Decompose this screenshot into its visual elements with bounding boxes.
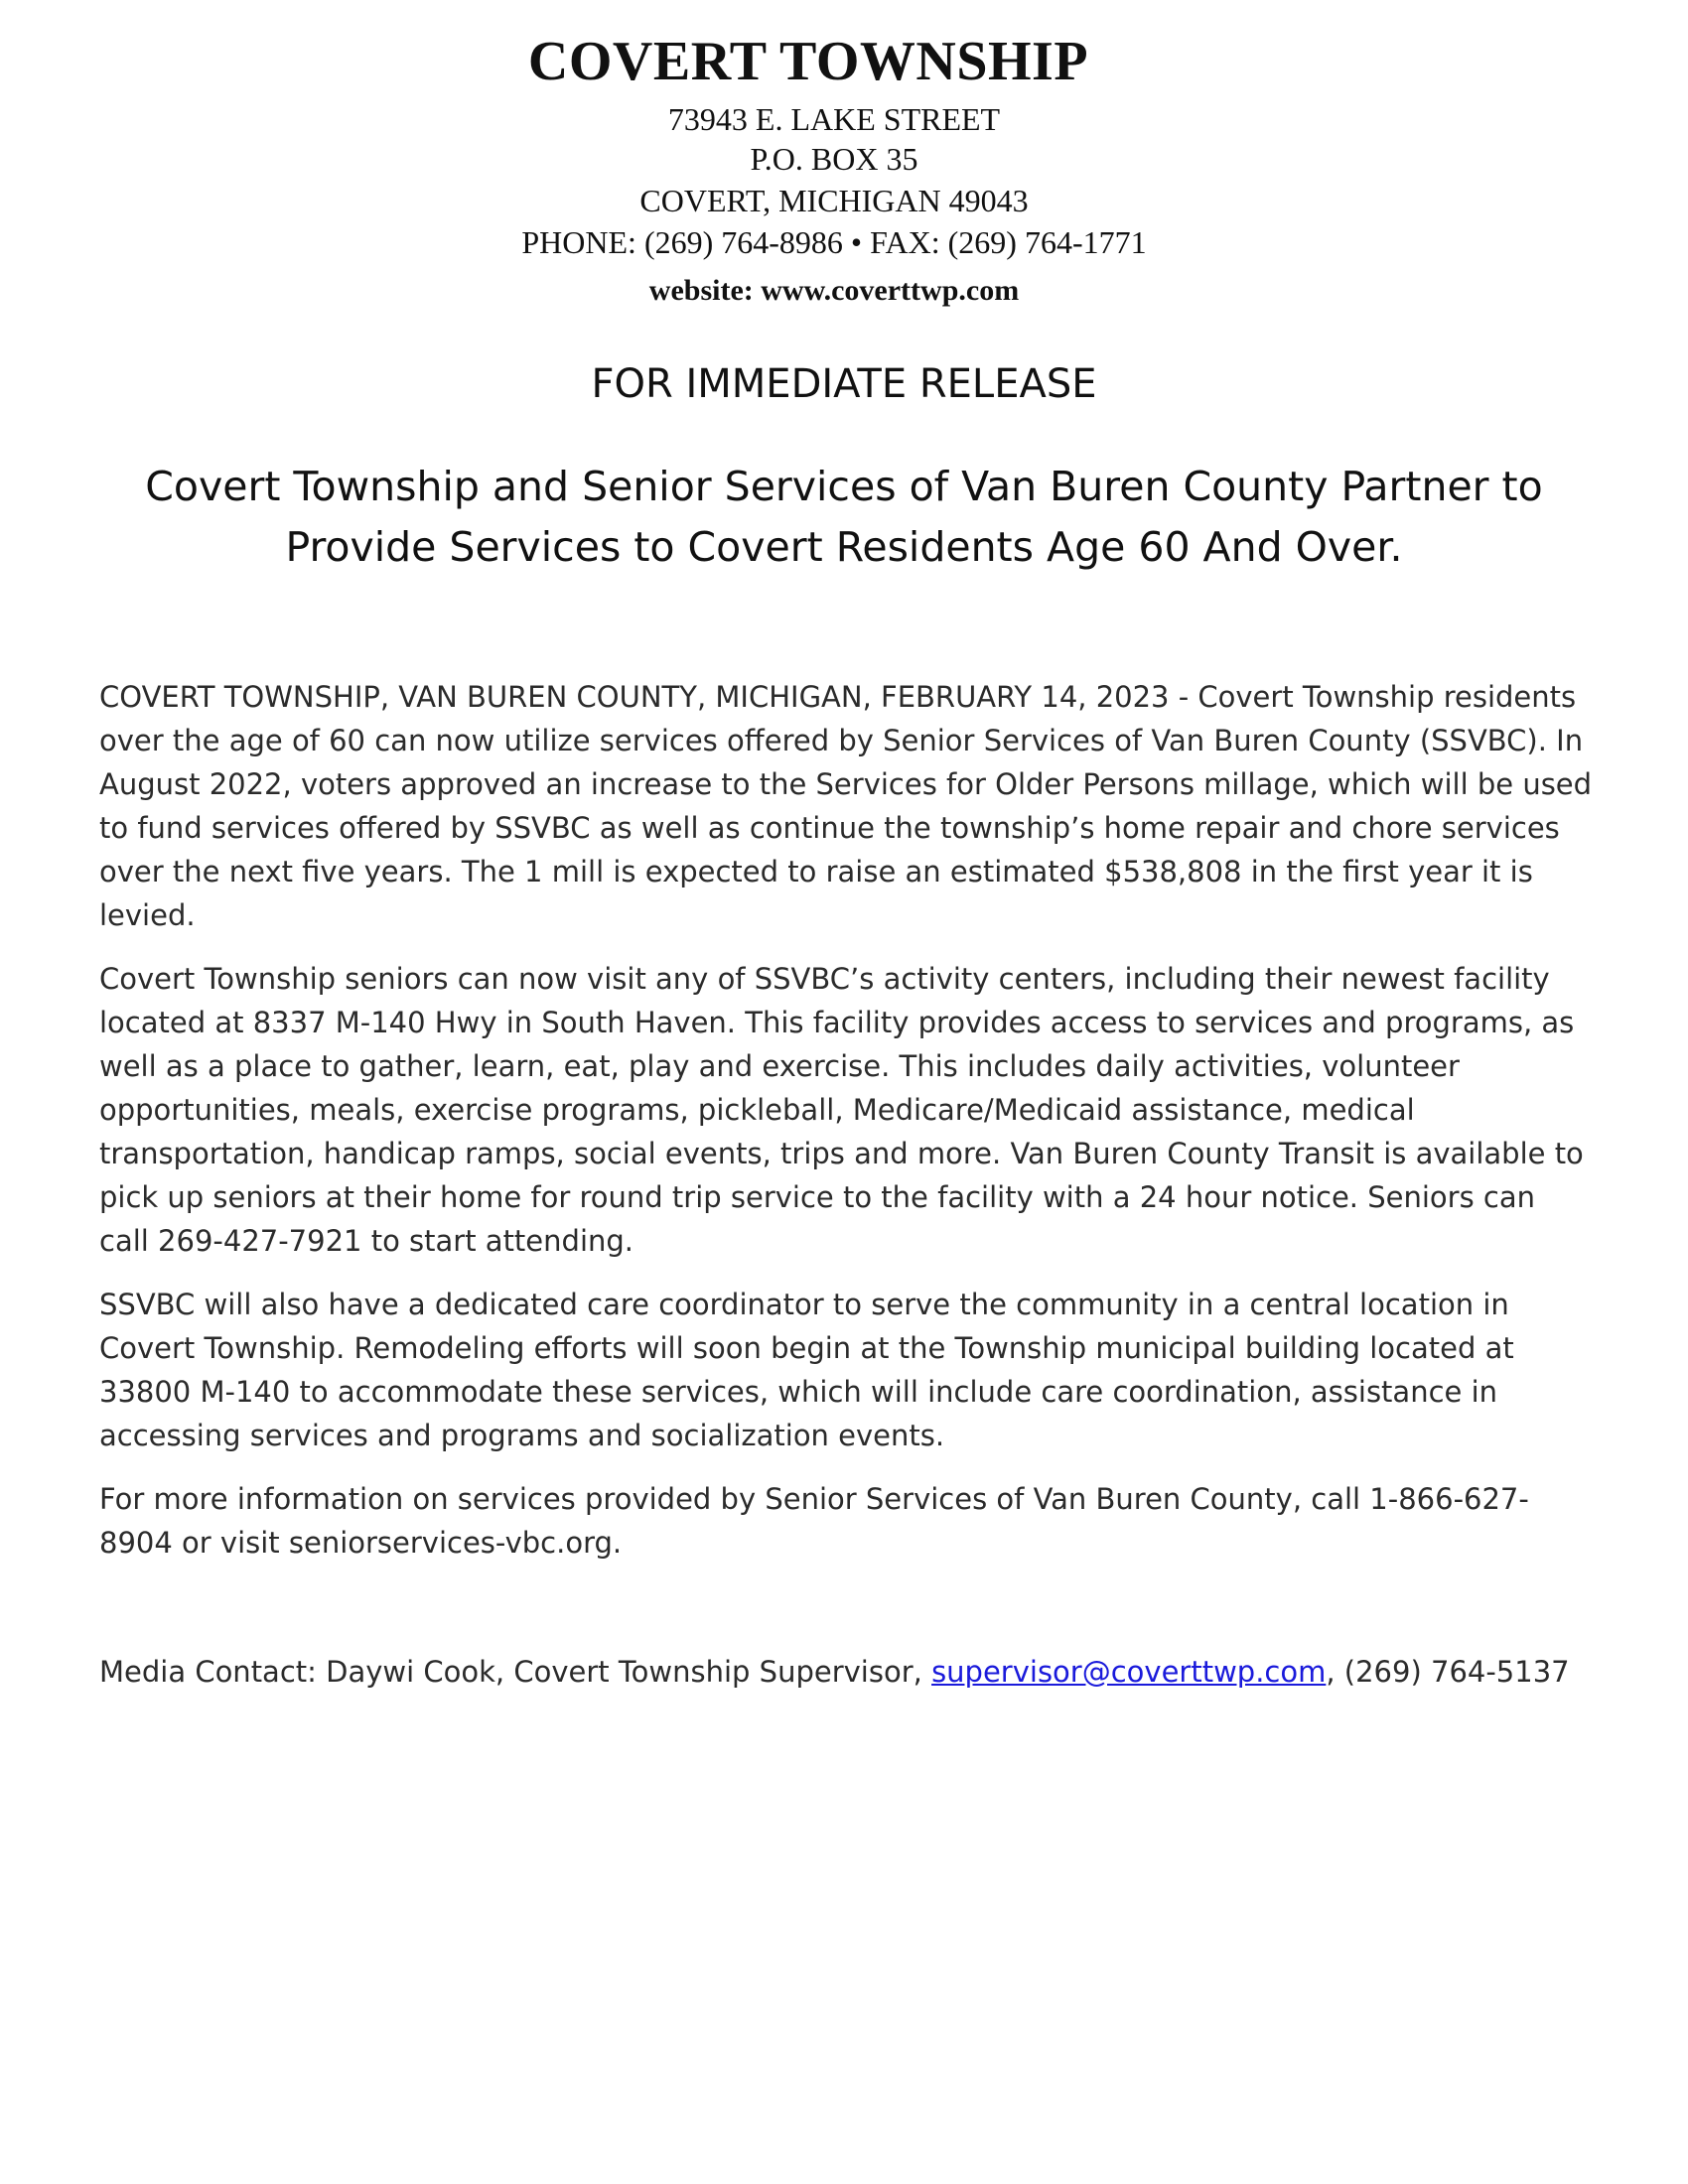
supervisor-email-link[interactable]: supervisor@coverttwp.com [931,1655,1327,1689]
headline [99,457,1589,578]
release-label: FOR IMMEDIATE RELEASE [591,361,1097,407]
paragraph-activity-centers: Covert Township seniors can now visit any of SSVBC’s activity centers, including their newest facility located at 8337 M-140 Hwy in South Haven. This facility provides access to services and programs, as well as a place to gather, learn, eat, play and exercise. This includes daily activities, volunteer opportunities, meals, exercise programs, pickleball, Medicare/Medicaid assistance, medical transportation, handicap ramps, social events, trips and more. Van Buren County Transit is available to pick up seniors at their home for round trip service to the facility with a 24 hour notice. Seniors can call 269-427-7921 to start attending. [99,962,1584,1258]
township-name: COVERT TOWNSHIP [527,31,1089,92]
media-contact [99,1650,1648,1694]
po-box: P.O. BOX 35 [750,141,918,177]
street-address: 73943 E. LAKE STREET [667,101,1001,137]
headline-line-1: Covert Township and Senior Services of Van Buren County Partner to [145,463,1543,510]
city-state-zip: COVERT, MICHIGAN 49043 [639,183,1029,218]
media-contact-prefix: Media Contact: Daywi Cook, Covert Township Supervisor, [99,1655,932,1689]
headline-line-2: Provide Services to Covert Residents Age 60 And Over. [285,523,1403,571]
paragraph-announcement: COVERT TOWNSHIP, VAN BUREN COUNTY, MICHIGAN, FEBRUARY 14, 2023 - Covert Township residents over the age of 60 can now utilize services offered by Senior Services of Van Buren County (SSVBC). In August 2022, voters approved an increase to the Services for Older Persons millage, which will be used to fund services offered by SSVBC as well as continue the township’s home repair and chore services over the next five years. The 1 mill is expected to raise an estimated $538,808 in the first year it is levied. [99,680,1593,932]
media-contact-phone: , (269) 764-5137 [1326,1655,1570,1689]
paragraph-more-info: For more information on services provided by Senior Services of Van Buren County, call 1-866-627-8904 or visit seniorservices-vbc.org. [99,1482,1529,1560]
phone-fax: PHONE: (269) 764-8986 • FAX: (269) 764-1771 [521,224,1147,260]
paragraph-care-coordinator: SSVBC will also have a dedicated care coordinator to serve the community in a central location in Covert Township. Remodeling efforts will soon begin at the Township municipal building located at 33800 M-140 to accommodate these services, which will include care coordination, assistance in accessing services and programs and socialization events. [99,1288,1514,1452]
body-text [99,675,1594,1584]
website: website: www.coverttwp.com [648,274,1020,307]
